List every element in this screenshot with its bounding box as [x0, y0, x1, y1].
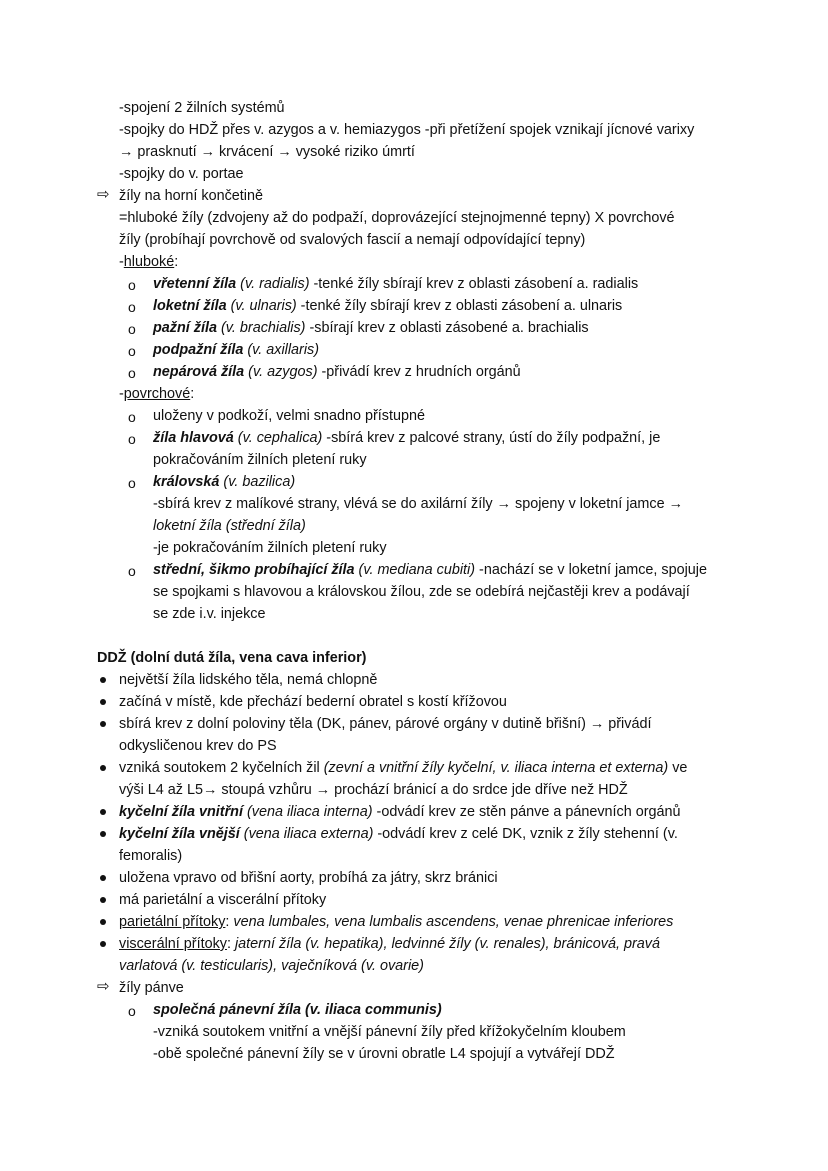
description: -sbírají krev z oblasti zásobené a. brachialis [305, 320, 589, 336]
text-line: -spojení 2 žilních systémů [119, 100, 285, 116]
description: -tenké žíly sbírají krev z oblasti zásobení a. ulnaris [296, 298, 623, 314]
list-item [153, 296, 622, 316]
section-label [119, 384, 194, 404]
term: vřetenní žíla [153, 276, 237, 292]
list-item-continuation: pokračováním žilních pletení ruky [153, 452, 367, 468]
text-line: → prasknutí → krvácení → vysoké riziko úmrtí [119, 144, 415, 160]
separator: : [226, 936, 235, 952]
list-item [119, 912, 673, 932]
text-line: žíly pánve [119, 980, 184, 996]
prefix: - [119, 254, 124, 270]
term: pažní žíla [153, 320, 217, 336]
list-item-continuation: se spojkami s hlavovou a královskou žílou, zde se odebírá nejčastěji krev a podávají [153, 584, 690, 600]
hollow-arrow-icon: ⇨ [97, 978, 110, 995]
list-item: má parietální a viscerální přítoky [119, 892, 327, 908]
latin-name: (v. brachialis) [216, 320, 306, 336]
list-item [153, 318, 589, 338]
text-line: -spojky do HDŽ přes v. azygos a v. hemiazygos -při přetížení spojek vznikají jícnové varixy [119, 122, 695, 138]
latin-name: (vena iliaca externa) [239, 826, 374, 842]
list-item [153, 560, 707, 580]
list-item [153, 428, 660, 448]
circle-bullet-icon: o [128, 343, 136, 359]
list-item [119, 934, 660, 954]
bullet-dot-icon [100, 699, 106, 705]
hollow-arrow-icon: ⇨ [97, 186, 110, 203]
list-item: uloženy v podkoží, velmi snadno přístupné [153, 408, 425, 424]
list-item [153, 340, 319, 360]
term: kyčelní žíla vnější [119, 826, 240, 842]
bullet-dot-icon [100, 875, 106, 881]
italic-text: jaterní žíla (v. hepatika), ledvinné žíly (v. renales), bránicová, pravá [234, 936, 660, 952]
italic-text: (zevní a vnitřní žíly kyčelní, v. iliaca interna et externa) [323, 760, 669, 776]
bullet-dot-icon [100, 765, 106, 771]
text: ve [668, 760, 688, 776]
latin-name: (v. azygos) [244, 364, 318, 380]
underlined-label: hluboké [123, 254, 175, 270]
term: střední, šikmo probíhající žíla [153, 562, 355, 578]
list-item: sbírá krev z dolní poloviny těla (DK, pánev, párové orgány v dutině břišní) → přivádí [119, 716, 652, 732]
text-line: žíly na horní končetině [119, 188, 263, 204]
text-line: -spojky do v. portae [119, 166, 244, 182]
term: kyčelní žíla vnitřní [119, 804, 243, 820]
text-line: =hluboké žíly (zdvojeny až do podpaží, doprovázející stejnojmenné tepny) X povrchové [119, 210, 675, 226]
list-item: největší žíla lidského těla, nemá chlopně [119, 672, 378, 688]
section-label [119, 252, 178, 272]
bullet-dot-icon [100, 721, 106, 727]
underlined-label: parietální přítoky [119, 914, 226, 930]
circle-bullet-icon: o [128, 409, 136, 425]
term: loketní žíla [153, 298, 227, 314]
latin-name: (v. bazilica) [219, 474, 296, 490]
latin-name: (v. ulnaris) [226, 298, 297, 314]
latin-name: (vena iliaca interna) [242, 804, 373, 820]
circle-bullet-icon: o [128, 321, 136, 337]
list-item-continuation: varlatová (v. testicularis), vaječníková (v. ovarie) [119, 958, 424, 974]
list-item-continuation: femoralis) [119, 848, 183, 864]
description: -odvádí krev ze stěn pánve a pánevních orgánů [372, 804, 681, 820]
underlined-label: povrchové [123, 386, 191, 402]
circle-bullet-icon: o [128, 365, 136, 381]
bullet-dot-icon [100, 919, 106, 925]
latin-name: (v. mediana cubiti) [354, 562, 476, 578]
list-item-continuation: odkysličenou krev do PS [119, 738, 277, 754]
list-item [153, 472, 295, 492]
list-item-continuation: -sbírá krev z malíkové strany, vlévá se do axilární žíly → spojeny v loketní jamce → [153, 496, 683, 512]
description: -odvádí krev z celé DK, vznik z žíly stehenní (v. [373, 826, 678, 842]
text: vzniká soutokem 2 kyčelních žil [119, 760, 324, 776]
prefix: - [119, 386, 124, 402]
list-item-continuation: výši L4 až L5→ stoupá vzhůru → prochází bránicí a do srdce jde dříve než HDŽ [119, 782, 628, 798]
circle-bullet-icon: o [128, 475, 136, 491]
latin-name: (v. cephalica) [233, 430, 323, 446]
circle-bullet-icon: o [128, 299, 136, 315]
list-item [119, 824, 678, 844]
bullet-dot-icon [100, 941, 106, 947]
latin-name: (v. radialis) [236, 276, 310, 292]
description: -nachází se v loketní jamce, spojuje [475, 562, 707, 578]
circle-bullet-icon: o [128, 431, 136, 447]
term: žíla hlavová [153, 430, 234, 446]
text-line: žíly (probíhají povrchově od svalových fascií a nemají odpovídající tepny) [119, 232, 586, 248]
list-item: společná pánevní žíla (v. iliaca communis) [153, 1002, 442, 1018]
list-item-continuation: loketní žíla (střední žíla) [153, 518, 306, 534]
list-item: začíná v místě, kde přechází bederní obratel s kostí křížovou [119, 694, 507, 710]
separator: : [225, 914, 234, 930]
term: nepárová žíla [153, 364, 245, 380]
list-item [119, 758, 687, 778]
bullet-dot-icon [100, 809, 106, 815]
circle-bullet-icon: o [128, 1003, 136, 1019]
suffix: : [174, 254, 179, 270]
list-item-continuation: -obě společné pánevní žíly se v úrovni obratle L4 spojují a vytvářejí DDŽ [153, 1046, 615, 1062]
circle-bullet-icon: o [128, 277, 136, 293]
list-item-continuation: se zde i.v. injekce [153, 606, 266, 622]
latin-name: (v. axillaris) [243, 342, 320, 358]
bullet-dot-icon [100, 897, 106, 903]
bullet-dot-icon [100, 677, 106, 683]
description: -sbírá krev z palcové strany, ústí do žíly podpažní, je [322, 430, 661, 446]
section-heading: DDŽ (dolní dutá žíla, vena cava inferior) [97, 650, 367, 666]
term: královská [153, 474, 220, 490]
list-item-continuation: -vzniká soutokem vnitřní a vnější pánevní žíly před křížokyčelním kloubem [153, 1024, 626, 1040]
underlined-label: viscerální přítoky [119, 936, 227, 952]
list-item [153, 274, 638, 294]
circle-bullet-icon: o [128, 563, 136, 579]
list-item [153, 362, 521, 382]
bullet-dot-icon [100, 831, 106, 837]
term: podpažní žíla [153, 342, 244, 358]
italic-text: vena lumbales, vena lumbalis ascendens, venae phrenicae inferiores [233, 914, 674, 930]
suffix: : [190, 386, 195, 402]
description: -tenké žíly sbírají krev z oblasti zásobení a. radialis [309, 276, 639, 292]
list-item: uložena vpravo od břišní aorty, probíhá za játry, skrz bránici [119, 870, 498, 886]
list-item-continuation: -je pokračováním žilních pletení ruky [153, 540, 387, 556]
description: -přivádí krev z hrudních orgánů [317, 364, 521, 380]
list-item [119, 802, 681, 822]
